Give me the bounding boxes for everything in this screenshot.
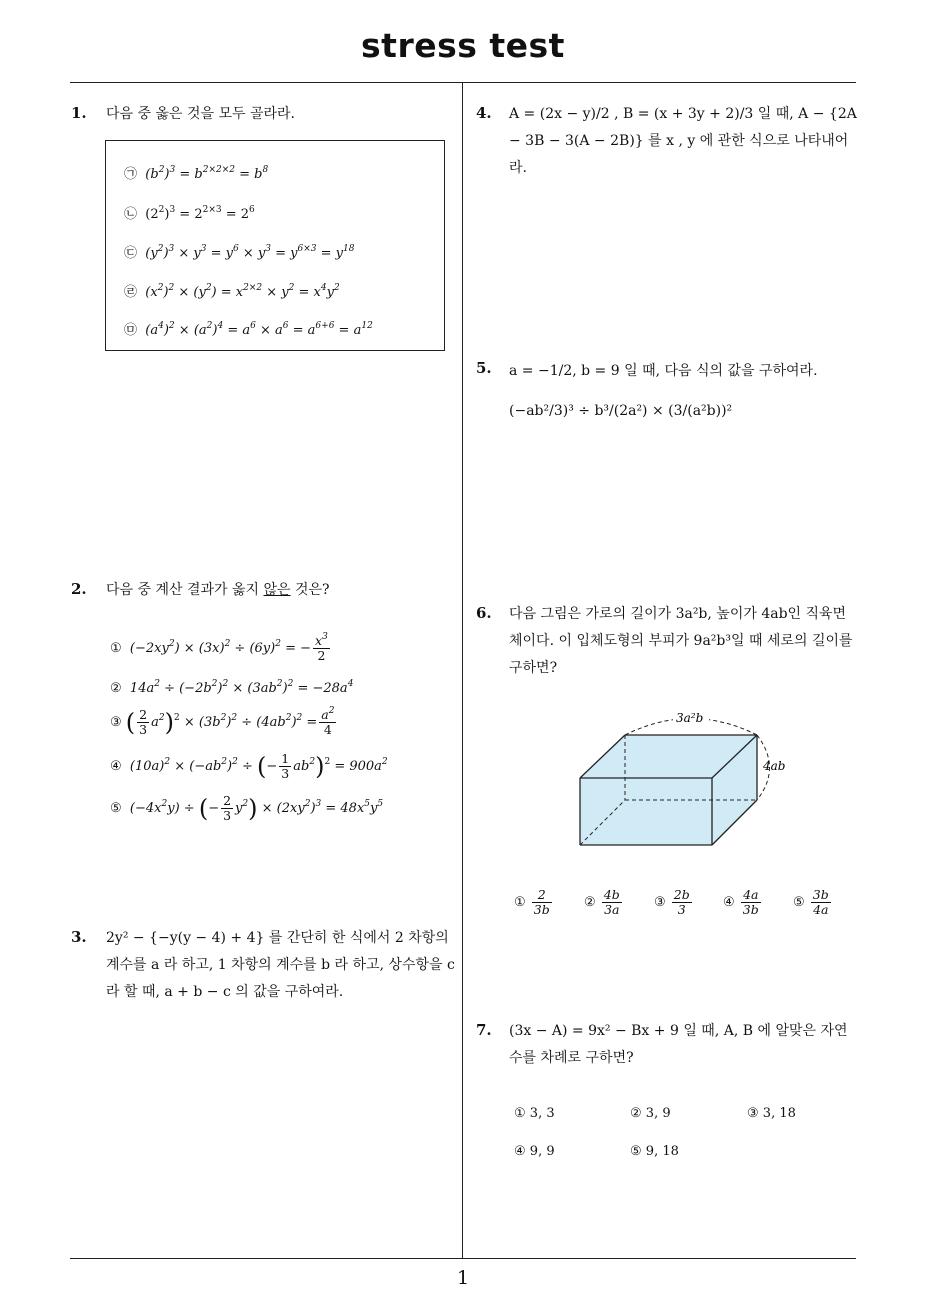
q2-number: 2.: [71, 580, 87, 598]
q5-text: a = −1/2, b = 9 일 때, 다음 식의 값을 구하여라.: [509, 363, 818, 379]
cuboid-front-face: [580, 778, 712, 845]
q7-option-3: ③ 3, 18: [747, 1106, 796, 1121]
q3-number: 3.: [71, 928, 87, 946]
page-title: stress test: [361, 26, 565, 65]
q6-option-4: ④ $\frac{4a}{3b}$: [723, 887, 759, 917]
q4-text: A = (2x − y)/2 , B = (x + 3y + 2)/3 일 때, A − {2A − 3B − 3(A − 2B)} 를 x , y 에 관한 식으로 나타내어라.: [509, 106, 857, 176]
q2-option-3: ③ ( $\frac{2}{3}$ $a^2)^2 \times (3b^2)^2 \div (4ab^2)^2$ = $\frac{a^2}{4}$: [110, 706, 335, 737]
q1-statement-box: [105, 140, 445, 351]
q6-text: 다음 그림은 가로의 길이가 3a²b, 높이가 4ab인 직육면체이다. 이 입체도형의 부피가 9a²b³일 때 세로의 길이를 구하면?: [509, 606, 853, 676]
q1-item: ㉡ $(2^2)^3 = 2^{2\times 3} = 2^6$: [124, 205, 255, 222]
column-divider: [462, 83, 463, 1259]
page-number: 1: [456, 1267, 470, 1289]
top-length-label: 3a²b: [676, 711, 704, 725]
q6-option-1: ① $\frac{2}{3b}$: [514, 887, 550, 917]
q7-number: 7.: [476, 1021, 492, 1039]
q2-option-5: ⑤ $(-4x^2y)$ ÷ (− $\frac{2}{3}$ $y^2) \times (2xy^2)^3 = 48x^5y^5$: [110, 793, 384, 823]
q7-option-5: ⑤ 9, 18: [630, 1144, 679, 1159]
q2-prompt: 다음 중 계산 결과가 옳지 않은 것은?: [106, 582, 330, 598]
q2-option-2: ② $14a^2 \div (-2b^2)^2 \times (3ab^2)^2 = -28a^4$: [110, 679, 354, 696]
q6-option-5: ⑤ $\frac{3b}{4a}$: [793, 887, 829, 917]
footer-rule: [70, 1258, 856, 1259]
q7-option-2: ② 3, 9: [630, 1106, 671, 1121]
q2-option-4: ④ $(10a)^2 \times (-ab^2)^2$ ÷ (− $\frac{1}{3}$ $ab^2)^2 = 900a^2$: [110, 751, 388, 781]
q7-option-1: ① 3, 3: [514, 1106, 555, 1121]
q1-number: 1.: [71, 104, 87, 122]
height-label: 4ab: [763, 759, 786, 773]
q7-text: (3x − A) = 9x² − Bx + 9 일 때, A, B 에 알맞은 자연수를 차례로 구하면?: [509, 1023, 848, 1066]
q1-item: ㉠ $(b^2)^3 = b^{2\times 2\times 2} = b^8$: [124, 165, 269, 182]
q6-number: 6.: [476, 604, 492, 622]
q1-prompt: 다음 중 옳은 것을 모두 골라라.: [106, 106, 295, 122]
q2-option-1: ① $(-2xy^2) \times (3x)^2 \div (6y)^2$ = − $\frac{x^3}{2}$: [110, 632, 328, 663]
q4-number: 4.: [476, 104, 492, 122]
q1-item: ㉣ $(x^2)^2 \times (y^2) = x^{2\times 2} \times y^2 = x^4y^2$: [124, 283, 340, 300]
q5-expression: (−ab²/3)³ ÷ b³/(2a²) × (3/(a²b))²: [509, 403, 733, 419]
q6-option-3: ③ $\frac{2b}{3}$: [654, 887, 690, 917]
header-rule: [70, 82, 856, 83]
q6-option-2: ② $\frac{4b}{3a}$: [584, 887, 620, 917]
q1-item: ㉢ $(y^2)^3 \times y^3 = y^6 \times y^3 = y^{6\times 3} = y^{18}$: [124, 244, 355, 261]
q1-item: ㉤ $(a^4)^2 \times (a^2)^4 = a^6 \times a^6 = a^{6+6} = a^{12}$: [124, 321, 373, 338]
q5-number: 5.: [476, 359, 492, 377]
q6-cuboid-figure: [560, 700, 830, 860]
q7-option-4: ④ 9, 9: [514, 1144, 555, 1159]
q3-text: 2y² − {−y(y − 4) + 4} 를 간단히 한 식에서 2 차항의 계수를 a 라 하고, 1 차항의 계수를 b 라 하고, 상수항을 c 라 할 때, a + b − c 의 값을 구하여라.: [106, 930, 455, 1000]
